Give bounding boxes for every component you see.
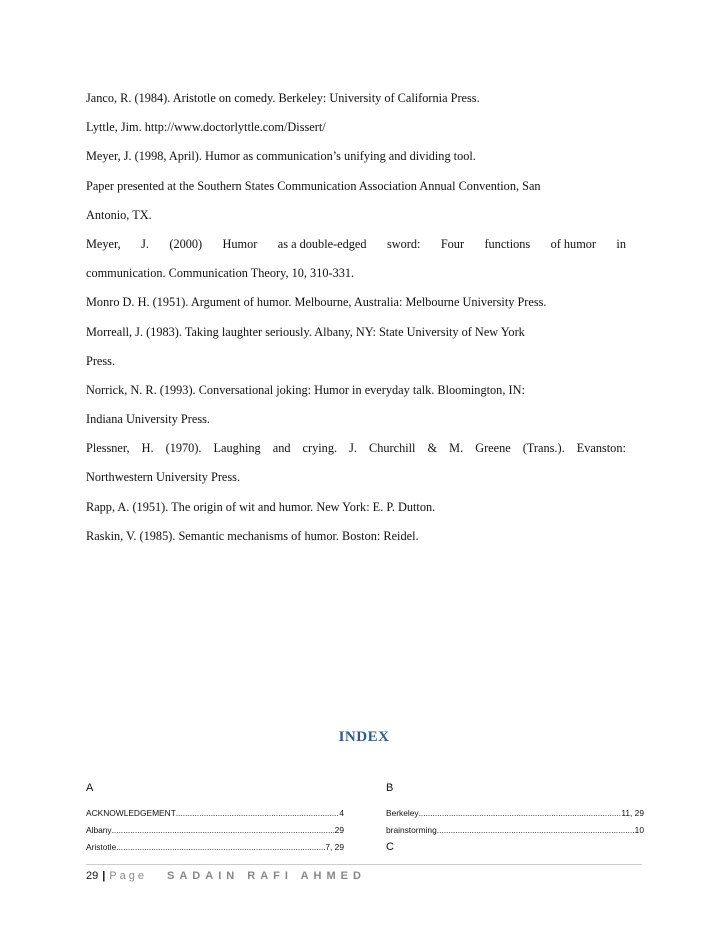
- reference-line: Monro D. H. (1951). Argument of humor. Melbourne, Australia: Melbourne University Press.: [86, 295, 547, 310]
- reference-line: Indiana University Press.: [86, 412, 210, 427]
- index-entry: [86, 825, 344, 842]
- reference-word: Laughing: [213, 441, 261, 456]
- reference-line: Morreall, J. (1983). Taking laughter seriously. Albany, NY: State University of New York: [86, 324, 525, 339]
- reference-line: [86, 434, 626, 463]
- reference-line: Raskin, V. (1985). Semantic mechanisms of humor. Boston: Reidel.: [86, 528, 419, 543]
- reference-word: as a double-edged: [277, 236, 367, 251]
- reference-word: Evanston:: [576, 441, 626, 456]
- dot-leader: [176, 808, 340, 818]
- reference-word: J.: [141, 236, 149, 251]
- reference-word: J.: [349, 441, 357, 456]
- dot-leader: [112, 825, 335, 835]
- dot-leader: [116, 842, 325, 852]
- reference-word: Greene: [475, 441, 511, 456]
- index-pages: 7, 29: [325, 842, 344, 852]
- reference-word: of humor: [550, 236, 597, 251]
- index-heading: INDEX: [338, 729, 390, 745]
- reference-line: Lyttle, Jim. http://www.doctorlyttle.com/Dissert/: [86, 120, 326, 135]
- reference-line: Press.: [86, 353, 116, 368]
- index-column-a: [86, 782, 344, 859]
- dot-leader: [437, 825, 635, 835]
- index-pages: 11, 29: [621, 808, 644, 818]
- reference-word: in: [616, 236, 626, 251]
- index-pages: 4: [339, 808, 344, 818]
- reference-list: [86, 84, 626, 551]
- index-term: ACKNOWLEDGEMENT: [86, 808, 176, 818]
- reference-word: (2000): [169, 236, 203, 251]
- reference-word: sword:: [386, 236, 421, 251]
- footer-divider: [86, 864, 642, 865]
- page-word: Page: [109, 870, 148, 882]
- index-term: Albany: [86, 825, 112, 835]
- reference-line: Northwestern University Press.: [86, 470, 241, 485]
- reference-word: Humor: [222, 236, 258, 251]
- index-letter-b: B: [386, 782, 394, 794]
- reference-word: and: [272, 441, 291, 456]
- index-entry: [86, 842, 344, 859]
- index-letter-c: C: [386, 841, 394, 853]
- index-entry: [386, 825, 644, 842]
- reference-word: &: [427, 441, 438, 456]
- reference-word: Plessner,: [86, 441, 130, 456]
- footer-separator: |: [102, 870, 106, 882]
- index-pages: 10: [634, 825, 644, 835]
- reference-line: Norrick, N. R. (1993). Conversational joking: Humor in everyday talk. Bloomington, IN:: [86, 382, 525, 397]
- index-term: Aristotle: [86, 842, 117, 852]
- index-pages: 29: [334, 825, 344, 835]
- reference-line: Antonio, TX.: [86, 207, 152, 222]
- reference-word: crying.: [302, 441, 338, 456]
- reference-word: H.: [141, 441, 154, 456]
- reference-word: Meyer,: [86, 236, 121, 251]
- index-entry: [386, 808, 644, 825]
- index-entry: [86, 808, 344, 825]
- reference-word: Churchill: [369, 441, 416, 456]
- reference-line: Paper presented at the Southern States Communication Association Annual Convention, San: [86, 178, 541, 193]
- index-letter-a: A: [86, 782, 94, 794]
- reference-word: Four: [440, 236, 465, 251]
- index-term: brainstorming: [386, 825, 437, 835]
- reference-word: (Trans.).: [522, 441, 565, 456]
- reference-word: functions: [484, 236, 531, 251]
- page-footer: [86, 870, 366, 882]
- dot-leader: [419, 808, 622, 818]
- reference-word: M.: [449, 441, 464, 456]
- reference-word: (1970).: [165, 441, 202, 456]
- author-name: SADAIN RAFI AHMED: [167, 870, 366, 882]
- reference-line: [86, 230, 626, 259]
- index-term: Berkeley: [386, 808, 419, 818]
- reference-line: communication. Communication Theory, 10, 310-331.: [86, 266, 355, 281]
- reference-line: Janco, R. (1984). Aristotle on comedy. Berkeley: University of California Press.: [86, 91, 480, 105]
- reference-line: Meyer, J. (1998, April). Humor as communication’s unifying and dividing tool.: [86, 149, 476, 164]
- reference-line: Rapp, A. (1951). The origin of wit and humor. New York: E. P. Dutton.: [86, 499, 436, 514]
- page-number: 29: [86, 870, 99, 882]
- index-column-b: [386, 782, 644, 853]
